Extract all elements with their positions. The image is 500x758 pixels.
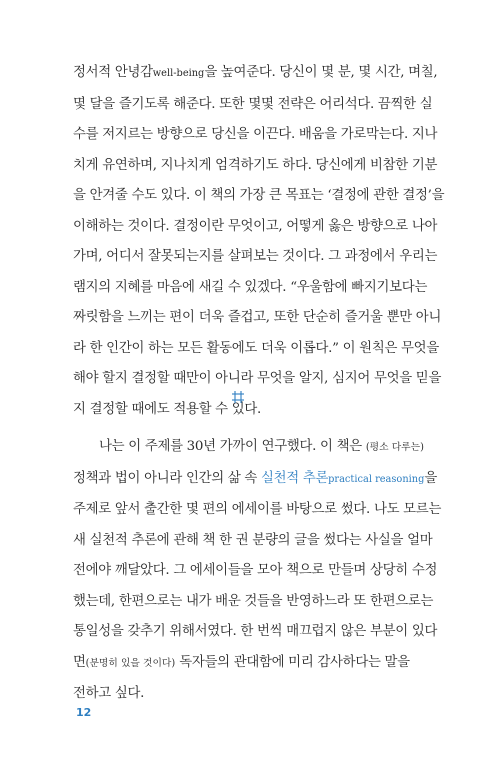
text-span: 독자들의 관대함에 미리 감사하다는 말을 (175, 654, 410, 670)
text-line: 전하고 싶다. (73, 686, 145, 701)
text-line (73, 464, 437, 496)
text-line (73, 58, 438, 90)
english-term: well-being (152, 68, 205, 79)
paragraph-1 (73, 58, 445, 425)
text-line: 전에야 깨달았다. 그 에세이들을 모아 책으로 만들며 상당히 수정 (73, 563, 438, 578)
text-span: 을 높여준다. 당신이 몇 분, 몇 시간, 며칠, (204, 65, 438, 80)
text-line: 지 결정할 때에도 적용할 수 있다. (73, 401, 261, 417)
text-line: 치게 유연하며, 지나치게 엄격하기도 하다. 당신에게 비참한 기분 (73, 157, 438, 173)
text-line: 통일성을 갖추기 위해서였다. 한 번씩 매끄럽지 않은 부분이 있다 (73, 624, 438, 639)
parenthetical-note: (평소 다루는) (365, 442, 424, 453)
english-term: practical reasoning (328, 473, 425, 485)
highlighted-term: 실천적 추론 (261, 470, 329, 486)
text-line: 수를 저지르는 방향으로 당신을 이끈다. 배움을 가로막는다. 지나 (73, 127, 438, 142)
text-line: 몇 달을 즐기도록 해준다. 또한 몇몇 전략은 어리석다. 끔찍한 실 (73, 96, 433, 112)
text-span: 정책과 법이 아니라 인간의 삶 속 (73, 470, 261, 486)
text-span: 을 (424, 470, 437, 486)
text-line (73, 648, 431, 680)
text-line: 새 실천적 추론에 관해 책 한 권 분량의 글을 썼다는 사실을 얼마 (73, 532, 433, 548)
text-line: 라 한 인간이 하는 모든 활동에도 더욱 이롭다.” 이 원칙은 무엇을 (73, 340, 439, 356)
page-number: 12 (76, 706, 92, 719)
text-line: 짜릿함을 느끼는 편이 더욱 즐겁고, 또한 단순히 즐거울 뿐만 아니 (73, 310, 442, 325)
text-line (73, 432, 431, 464)
paragraph-2 (73, 432, 442, 710)
text-span: 나는 이 주제를 30년 가까이 연구했다. 이 책은 (99, 439, 366, 454)
section-divider-icon (231, 390, 245, 404)
text-line: 을 안겨줄 수도 있다. 이 책의 가장 큰 목표는 ‘결정에 관한 결정’을 (73, 188, 445, 203)
text-line: 주제로 앞서 출간한 몇 편의 에세이를 바탕으로 썼다. 나도 모르는 (73, 502, 442, 517)
text-span: 정서적 안녕감 (73, 65, 153, 80)
text-line: 가며, 어디서 잘못되는지를 살펴보는 것이다. 그 과정에서 우리는 (73, 249, 438, 264)
text-span: 면 (73, 654, 86, 670)
text-line: 했는데, 한편으로는 내가 배운 것들을 반영하느라 또 한편으로는 (73, 593, 434, 609)
parenthetical-note: (분명히 있을 것이다) (85, 657, 176, 669)
text-line: 이해하는 것이다. 결정이란 무엇이고, 어떻게 옳은 방향으로 나아 (73, 218, 438, 234)
text-line: 램지의 지혜를 마음에 새길 수 있겠다. “우울함에 빠지기보다는 (73, 279, 428, 295)
text-line: 해야 할지 결정할 때만이 아니라 무엇을 알지, 심지어 무엇을 믿을 (73, 371, 442, 386)
